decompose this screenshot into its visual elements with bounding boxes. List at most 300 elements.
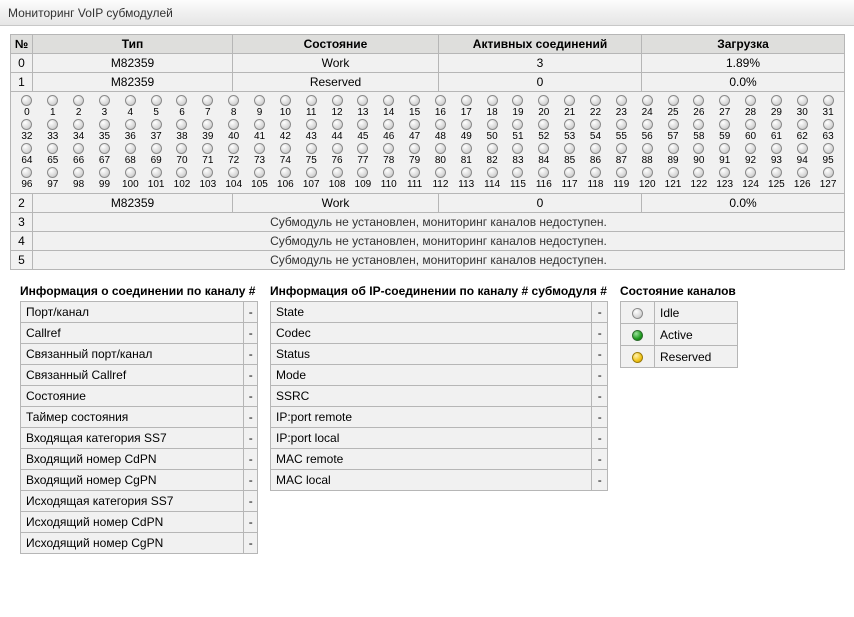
channel-118[interactable] bbox=[583, 167, 609, 190]
channel-label: 119 bbox=[613, 179, 630, 190]
channel-info-row bbox=[21, 365, 258, 386]
channel-91[interactable] bbox=[712, 143, 738, 166]
channel-led-icon bbox=[512, 95, 523, 106]
channel-led-icon bbox=[47, 167, 58, 178]
channel-77[interactable] bbox=[350, 143, 376, 166]
channel-69[interactable] bbox=[143, 143, 169, 166]
channel-104[interactable] bbox=[221, 167, 247, 190]
channel-led-icon bbox=[176, 167, 187, 178]
channel-43[interactable] bbox=[298, 119, 324, 142]
ip-info-row bbox=[271, 428, 608, 449]
channel-led-icon bbox=[21, 167, 32, 178]
channel-112[interactable] bbox=[428, 167, 454, 190]
channel-81[interactable] bbox=[453, 143, 479, 166]
channel-label: 71 bbox=[202, 155, 214, 166]
row-num: 3 bbox=[11, 213, 33, 232]
channel-led-icon bbox=[590, 95, 601, 106]
ip-info-value: - bbox=[592, 428, 608, 449]
channel-122[interactable] bbox=[686, 167, 712, 190]
channel-info-value: - bbox=[243, 470, 257, 491]
legend-title: Состояние каналов bbox=[620, 284, 736, 298]
channel-107[interactable] bbox=[298, 167, 324, 190]
channel-label: 54 bbox=[589, 131, 602, 142]
legend-table bbox=[620, 301, 738, 368]
channel-led-icon bbox=[461, 119, 472, 130]
channel-1[interactable] bbox=[40, 95, 66, 118]
channel-label: 42 bbox=[279, 131, 291, 142]
channel-58[interactable] bbox=[686, 119, 712, 142]
channel-led-icon bbox=[254, 95, 265, 106]
channel-78[interactable] bbox=[376, 143, 402, 166]
ip-info-value: - bbox=[592, 449, 608, 470]
channel-125[interactable] bbox=[763, 167, 789, 190]
channel-label: 16 bbox=[434, 107, 446, 118]
row-type: M82359 bbox=[33, 54, 233, 73]
channel-33[interactable] bbox=[40, 119, 66, 142]
channel-led-icon bbox=[332, 119, 343, 130]
channel-49[interactable] bbox=[453, 119, 479, 142]
channel-led-icon bbox=[487, 143, 498, 154]
channel-24[interactable] bbox=[634, 95, 660, 118]
col-header-connections: Активных соединений bbox=[439, 35, 642, 54]
channel-led-icon bbox=[668, 95, 679, 106]
channel-led-icon bbox=[693, 167, 704, 178]
channel-74[interactable] bbox=[272, 143, 298, 166]
channel-64[interactable] bbox=[14, 143, 40, 166]
channel-led-icon bbox=[332, 143, 343, 154]
channel-6[interactable] bbox=[169, 95, 195, 118]
channel-label: 25 bbox=[667, 107, 679, 118]
channel-28[interactable] bbox=[738, 95, 764, 118]
channel-label: 95 bbox=[822, 155, 834, 166]
channel-89[interactable] bbox=[660, 143, 686, 166]
channel-84[interactable] bbox=[531, 143, 557, 166]
ip-info-key: MAC remote bbox=[271, 449, 592, 470]
channel-88[interactable] bbox=[634, 143, 660, 166]
channel-46[interactable] bbox=[376, 119, 402, 142]
channel-label: 28 bbox=[744, 107, 757, 118]
channel-label: 36 bbox=[124, 131, 136, 142]
ip-info-key: MAC local bbox=[271, 470, 592, 491]
channel-info-row bbox=[21, 407, 258, 428]
channel-82[interactable] bbox=[479, 143, 505, 166]
channel-led-icon bbox=[797, 143, 808, 154]
table-row[interactable] bbox=[11, 194, 845, 213]
channel-led-icon bbox=[306, 95, 317, 106]
channel-50[interactable] bbox=[479, 119, 505, 142]
channel-label: 123 bbox=[716, 179, 734, 190]
channel-led-icon bbox=[797, 119, 808, 130]
row-message: Субмодуль не установлен, мониторинг каналов недоступен. bbox=[33, 213, 845, 232]
channel-grid-row bbox=[11, 92, 845, 194]
channel-led-icon bbox=[642, 167, 653, 178]
channel-label: 68 bbox=[124, 155, 136, 166]
channel-label: 26 bbox=[693, 107, 705, 118]
channel-led-icon bbox=[383, 119, 394, 130]
channel-37[interactable] bbox=[143, 119, 169, 142]
channel-40[interactable] bbox=[221, 119, 247, 142]
channel-15[interactable] bbox=[402, 95, 428, 118]
channel-led-icon bbox=[280, 119, 291, 130]
channel-led-icon bbox=[823, 119, 834, 130]
channel-led-icon bbox=[797, 95, 808, 106]
channel-98[interactable] bbox=[66, 167, 92, 190]
channel-led-icon bbox=[151, 95, 162, 106]
channel-label: 66 bbox=[73, 155, 85, 166]
row-num: 5 bbox=[11, 251, 33, 270]
channel-label: 52 bbox=[538, 131, 550, 142]
channel-2[interactable] bbox=[66, 95, 92, 118]
channel-100[interactable] bbox=[117, 167, 143, 190]
channel-86[interactable] bbox=[583, 143, 609, 166]
channel-led-icon bbox=[590, 143, 601, 154]
table-row[interactable] bbox=[11, 73, 845, 92]
channel-29[interactable] bbox=[763, 95, 789, 118]
channel-62[interactable] bbox=[789, 119, 815, 142]
channel-44[interactable] bbox=[324, 119, 350, 142]
channel-36[interactable] bbox=[117, 119, 143, 142]
channel-led-icon bbox=[616, 119, 627, 130]
channel-26[interactable] bbox=[686, 95, 712, 118]
channel-info-key: Исходящий номер CdPN bbox=[21, 512, 244, 533]
channel-8[interactable] bbox=[221, 95, 247, 118]
channel-led-icon bbox=[125, 119, 136, 130]
channel-14[interactable] bbox=[376, 95, 402, 118]
channel-info-key: Таймер состояния bbox=[21, 407, 244, 428]
channel-led-icon bbox=[383, 95, 394, 106]
channel-54[interactable] bbox=[583, 119, 609, 142]
channel-info-row bbox=[21, 323, 258, 344]
channel-83[interactable] bbox=[505, 143, 531, 166]
channel-52[interactable] bbox=[531, 119, 557, 142]
channel-34[interactable] bbox=[66, 119, 92, 142]
channel-led-icon bbox=[512, 143, 523, 154]
channel-led-icon bbox=[306, 167, 317, 178]
channel-info-key: Входящий номер CgPN bbox=[21, 470, 244, 491]
channel-label: 56 bbox=[641, 131, 653, 142]
channel-info-key: Порт/канал bbox=[21, 302, 244, 323]
channel-53[interactable] bbox=[557, 119, 583, 142]
channel-led-icon bbox=[745, 143, 756, 154]
channel-led-icon bbox=[823, 167, 834, 178]
channel-label: 105 bbox=[251, 179, 268, 190]
ip-info-row bbox=[271, 407, 608, 428]
legend-panel bbox=[620, 284, 738, 554]
channel-17[interactable] bbox=[453, 95, 479, 118]
channel-led-icon bbox=[564, 119, 575, 130]
channel-56[interactable] bbox=[634, 119, 660, 142]
channel-label: 102 bbox=[173, 179, 191, 190]
channel-label: 58 bbox=[693, 131, 705, 142]
channel-led-icon bbox=[668, 143, 679, 154]
channel-led-icon bbox=[771, 143, 782, 154]
table-row[interactable] bbox=[11, 54, 845, 73]
channel-45[interactable] bbox=[350, 119, 376, 142]
channel-68[interactable] bbox=[117, 143, 143, 166]
ip-info-value: - bbox=[592, 323, 608, 344]
channel-0[interactable] bbox=[14, 95, 40, 118]
channel-info-row bbox=[21, 491, 258, 512]
channel-38[interactable] bbox=[169, 119, 195, 142]
channel-12[interactable] bbox=[324, 95, 350, 118]
table-row-empty[interactable] bbox=[11, 213, 845, 232]
channel-led-icon bbox=[357, 95, 368, 106]
channel-led-icon bbox=[409, 95, 420, 106]
channel-5[interactable] bbox=[143, 95, 169, 118]
channel-label: 116 bbox=[535, 179, 552, 190]
channel-108[interactable] bbox=[324, 167, 350, 190]
channel-led-icon bbox=[280, 167, 291, 178]
channel-3[interactable] bbox=[92, 95, 118, 118]
channel-led-icon bbox=[228, 143, 239, 154]
channel-79[interactable] bbox=[402, 143, 428, 166]
channel-label: 112 bbox=[432, 179, 449, 190]
channel-label: 78 bbox=[383, 155, 395, 166]
channel-led-icon bbox=[616, 95, 627, 106]
channel-label: 6 bbox=[179, 107, 185, 118]
channel-63[interactable] bbox=[815, 119, 841, 142]
channel-96[interactable] bbox=[14, 167, 40, 190]
channel-21[interactable] bbox=[557, 95, 583, 118]
channel-info-row bbox=[21, 470, 258, 491]
channel-105[interactable] bbox=[247, 167, 273, 190]
channel-label: 70 bbox=[176, 155, 188, 166]
channel-led-icon bbox=[383, 143, 394, 154]
channel-60[interactable] bbox=[738, 119, 764, 142]
channel-led-icon bbox=[719, 95, 730, 106]
channel-76[interactable] bbox=[324, 143, 350, 166]
channel-led-icon bbox=[99, 119, 110, 130]
channel-label: 124 bbox=[742, 179, 759, 190]
channel-label: 118 bbox=[587, 179, 604, 190]
channel-65[interactable] bbox=[40, 143, 66, 166]
channel-label: 61 bbox=[770, 131, 782, 142]
channel-66[interactable] bbox=[66, 143, 92, 166]
channel-71[interactable] bbox=[195, 143, 221, 166]
channel-120[interactable] bbox=[634, 167, 660, 190]
channel-110[interactable] bbox=[376, 167, 402, 190]
channel-31[interactable] bbox=[815, 95, 841, 118]
channel-87[interactable] bbox=[608, 143, 634, 166]
channel-led-icon bbox=[512, 119, 523, 130]
channel-label: 80 bbox=[434, 155, 446, 166]
channel-80[interactable] bbox=[428, 143, 454, 166]
channel-42[interactable] bbox=[272, 119, 298, 142]
channel-label: 12 bbox=[331, 107, 343, 118]
legend-active-icon bbox=[621, 324, 655, 346]
channel-grid[interactable] bbox=[11, 92, 845, 194]
ip-info-row bbox=[271, 470, 608, 491]
channel-led-icon bbox=[564, 143, 575, 154]
channel-led-icon bbox=[254, 143, 265, 154]
col-header-type: Тип bbox=[33, 35, 233, 54]
channel-13[interactable] bbox=[350, 95, 376, 118]
channel-label: 93 bbox=[770, 155, 782, 166]
channel-led-icon bbox=[435, 143, 446, 154]
channel-23[interactable] bbox=[608, 95, 634, 118]
channel-111[interactable] bbox=[402, 167, 428, 190]
channel-label: 89 bbox=[667, 155, 679, 166]
channel-label: 49 bbox=[460, 131, 472, 142]
channel-16[interactable] bbox=[428, 95, 454, 118]
channel-101[interactable] bbox=[143, 167, 169, 190]
channel-39[interactable] bbox=[195, 119, 221, 142]
ip-info-key: State bbox=[271, 302, 592, 323]
channel-92[interactable] bbox=[738, 143, 764, 166]
channel-led-icon bbox=[357, 119, 368, 130]
channel-57[interactable] bbox=[660, 119, 686, 142]
channel-label: 39 bbox=[202, 131, 214, 142]
channel-7[interactable] bbox=[195, 95, 221, 118]
channel-35[interactable] bbox=[92, 119, 118, 142]
channel-row bbox=[14, 143, 841, 166]
channel-info-row bbox=[21, 428, 258, 449]
channel-55[interactable] bbox=[608, 119, 634, 142]
channel-121[interactable] bbox=[660, 167, 686, 190]
channel-label: 9 bbox=[256, 107, 263, 118]
channel-97[interactable] bbox=[40, 167, 66, 190]
channel-32[interactable] bbox=[14, 119, 40, 142]
ip-info-key: SSRC bbox=[271, 386, 592, 407]
channel-90[interactable] bbox=[686, 143, 712, 166]
channel-led-icon bbox=[512, 167, 523, 178]
channel-label: 2 bbox=[75, 107, 82, 118]
col-header-load: Загрузка bbox=[642, 35, 845, 54]
channel-25[interactable] bbox=[660, 95, 686, 118]
channel-30[interactable] bbox=[789, 95, 815, 118]
row-state: Reserved bbox=[233, 73, 439, 92]
channel-label: 121 bbox=[664, 179, 682, 190]
channel-led-icon bbox=[176, 95, 187, 106]
channel-led-icon bbox=[21, 95, 32, 106]
channel-59[interactable] bbox=[712, 119, 738, 142]
table-row-empty[interactable] bbox=[11, 232, 845, 251]
channel-103[interactable] bbox=[195, 167, 221, 190]
channel-102[interactable] bbox=[169, 167, 195, 190]
channel-info-row bbox=[21, 386, 258, 407]
channel-label: 113 bbox=[458, 179, 475, 190]
row-load: 0.0% bbox=[642, 73, 845, 92]
channel-18[interactable] bbox=[479, 95, 505, 118]
channel-led-icon bbox=[176, 119, 187, 130]
channel-info-value: - bbox=[243, 386, 257, 407]
channel-led-icon bbox=[719, 143, 730, 154]
channel-label: 76 bbox=[331, 155, 343, 166]
channel-label: 126 bbox=[793, 179, 811, 190]
channel-113[interactable] bbox=[453, 167, 479, 190]
channel-123[interactable] bbox=[712, 167, 738, 190]
channel-led-icon bbox=[47, 143, 58, 154]
channel-47[interactable] bbox=[402, 119, 428, 142]
channel-4[interactable] bbox=[117, 95, 143, 118]
channel-61[interactable] bbox=[763, 119, 789, 142]
channel-10[interactable] bbox=[272, 95, 298, 118]
channel-48[interactable] bbox=[428, 119, 454, 142]
channel-106[interactable] bbox=[272, 167, 298, 190]
ip-info-table bbox=[270, 301, 608, 491]
submodules-table-body bbox=[11, 54, 845, 270]
channel-19[interactable] bbox=[505, 95, 531, 118]
channel-119[interactable] bbox=[608, 167, 634, 190]
channel-114[interactable] bbox=[479, 167, 505, 190]
channel-led-icon bbox=[435, 95, 446, 106]
channel-label: 19 bbox=[512, 107, 524, 118]
channel-73[interactable] bbox=[247, 143, 273, 166]
ip-info-title: Информация об IP-соединении по каналу # субмодуля # bbox=[270, 284, 607, 298]
channel-led-icon bbox=[409, 119, 420, 130]
table-row-empty[interactable] bbox=[11, 251, 845, 270]
row-load: 0.0% bbox=[642, 194, 845, 213]
channel-led-icon bbox=[47, 119, 58, 130]
channel-41[interactable] bbox=[247, 119, 273, 142]
channel-95[interactable] bbox=[815, 143, 841, 166]
channel-127[interactable] bbox=[815, 167, 841, 190]
channel-85[interactable] bbox=[557, 143, 583, 166]
channel-label: 77 bbox=[357, 155, 369, 166]
channel-label: 115 bbox=[509, 179, 526, 190]
channel-94[interactable] bbox=[789, 143, 815, 166]
channel-67[interactable] bbox=[92, 143, 118, 166]
ip-info-key: Status bbox=[271, 344, 592, 365]
row-num: 1 bbox=[11, 73, 33, 92]
content-area bbox=[0, 26, 854, 554]
channel-led-icon bbox=[228, 95, 239, 106]
channel-info-value: - bbox=[243, 512, 257, 533]
channel-11[interactable] bbox=[298, 95, 324, 118]
channel-93[interactable] bbox=[763, 143, 789, 166]
channel-label: 51 bbox=[512, 131, 524, 142]
channel-label: 11 bbox=[306, 107, 317, 118]
channel-20[interactable] bbox=[531, 95, 557, 118]
channel-124[interactable] bbox=[738, 167, 764, 190]
channel-115[interactable] bbox=[505, 167, 531, 190]
channel-label: 127 bbox=[819, 179, 837, 190]
channel-117[interactable] bbox=[557, 167, 583, 190]
channel-109[interactable] bbox=[350, 167, 376, 190]
channel-label: 23 bbox=[615, 107, 627, 118]
channel-label: 100 bbox=[121, 179, 139, 190]
row-state: Work bbox=[233, 194, 439, 213]
channel-51[interactable] bbox=[505, 119, 531, 142]
channel-99[interactable] bbox=[92, 167, 118, 190]
window-titlebar bbox=[0, 0, 854, 26]
channel-label: 65 bbox=[47, 155, 59, 166]
channel-70[interactable] bbox=[169, 143, 195, 166]
channel-27[interactable] bbox=[712, 95, 738, 118]
channel-info-row bbox=[21, 302, 258, 323]
channel-info-row bbox=[21, 533, 258, 554]
channel-72[interactable] bbox=[221, 143, 247, 166]
channel-label: 4 bbox=[127, 107, 134, 118]
channel-label: 84 bbox=[538, 155, 550, 166]
channel-9[interactable] bbox=[247, 95, 273, 118]
channel-label: 57 bbox=[667, 131, 679, 142]
channel-126[interactable] bbox=[789, 167, 815, 190]
channel-led-icon bbox=[332, 95, 343, 106]
channel-label: 108 bbox=[328, 179, 346, 190]
channel-led-icon bbox=[719, 167, 730, 178]
channel-75[interactable] bbox=[298, 143, 324, 166]
channel-led-icon bbox=[590, 119, 601, 130]
channel-22[interactable] bbox=[583, 95, 609, 118]
channel-116[interactable] bbox=[531, 167, 557, 190]
channel-led-icon bbox=[538, 119, 549, 130]
channel-label: 99 bbox=[98, 179, 111, 190]
channel-label: 37 bbox=[150, 131, 162, 142]
channel-led-icon bbox=[254, 167, 265, 178]
channel-label: 81 bbox=[460, 155, 472, 166]
channel-led-icon bbox=[487, 95, 498, 106]
